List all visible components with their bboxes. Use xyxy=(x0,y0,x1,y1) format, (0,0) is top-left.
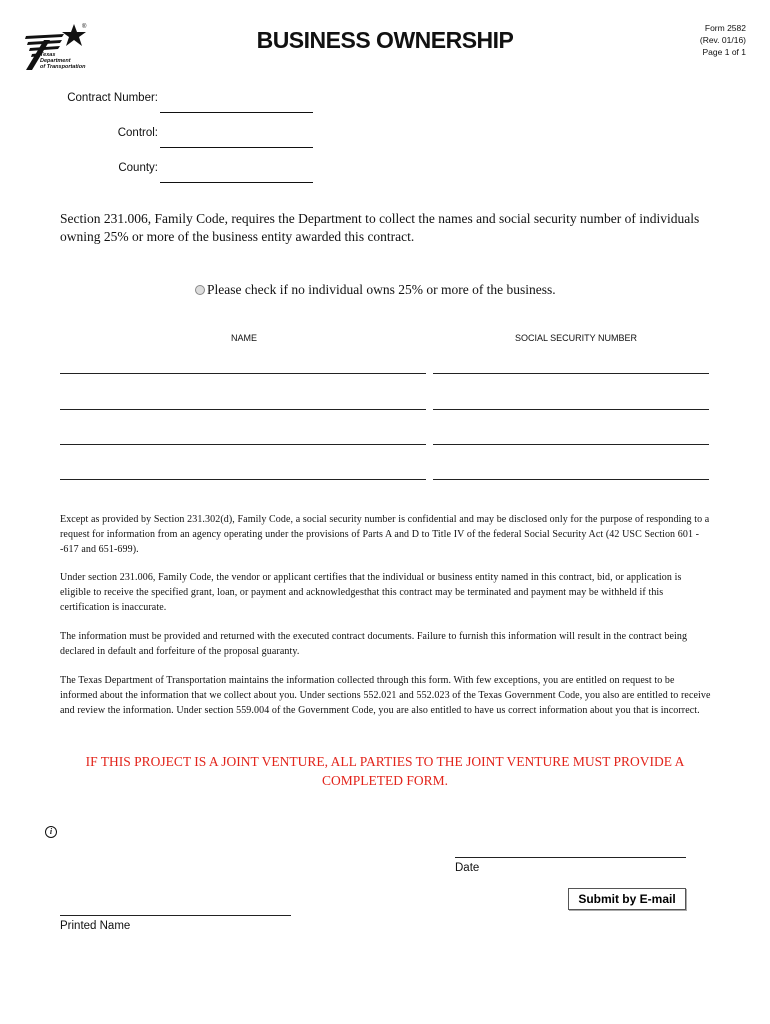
page-indicator: Page 1 of 1 xyxy=(702,47,746,57)
date-label: Date xyxy=(455,862,480,874)
ssn-field-3[interactable] xyxy=(433,444,709,445)
ssn-field-1[interactable] xyxy=(433,373,709,374)
control-field[interactable] xyxy=(160,133,313,148)
name-column-header: NAME xyxy=(231,333,258,343)
printed-name-field[interactable] xyxy=(60,915,291,916)
paragraph-confidentiality: Except as provided by Section 231.302(d), Family Code, a social security number is confidential and may be disclosed only for the purpose of responding to a request for information from an agency operating under the provisions of Parts A and D to Title IV of the federal Social Security Act (42 USC Section 601 --617 and 651-699). xyxy=(60,514,710,555)
submit-email-button[interactable]: Submit by E-mail xyxy=(568,888,686,910)
no-owner-radio[interactable] xyxy=(195,285,205,295)
form-info xyxy=(700,22,746,58)
control-label: Control: xyxy=(117,127,158,139)
date-field[interactable] xyxy=(455,857,686,858)
printed-name-label: Printed Name xyxy=(60,920,131,932)
ssn-field-2[interactable] xyxy=(433,409,709,410)
info-icon[interactable]: i xyxy=(45,826,57,838)
paragraph-privacy: The Texas Department of Transportation maintains the information collected through this form. With few exceptions, you are entitled on request to be informed about the information that we collect about you. Under sections 552.021 and 552.023 of the Texas Government Code, you also are entitled to receive and review the information. Under section 559.004 of the Government Code, you are also entitled to have us correct information about you that is incorrect. xyxy=(60,675,711,716)
no-owner-label: Please check if no individual owns 25% or more of the business. xyxy=(207,282,556,297)
paragraph-requirement: The information must be provided and returned with the executed contract documents. Failure to furnish this information will result in the contract being declared in default and forfeiture of the proposal guaranty. xyxy=(60,631,688,657)
name-field-3[interactable] xyxy=(60,444,426,445)
ssn-field-4[interactable] xyxy=(433,479,709,480)
contract-number-label: Contract Number: xyxy=(67,92,158,104)
joint-venture-notice: IF THIS PROJECT IS A JOINT VENTURE, ALL PARTIES TO THE JOINT VENTURE MUST PROVIDE A COMPLETED FORM. xyxy=(85,754,685,788)
name-field-2[interactable] xyxy=(60,409,426,410)
form-revision: (Rev. 01/16) xyxy=(699,35,746,45)
county-field[interactable] xyxy=(160,168,313,183)
registered-mark: ® xyxy=(82,24,87,30)
intro-text: Section 231.006, Family Code, requires the Department to collect the names and social security number of individuals owning 25% or more of the business entity awarded this contract. xyxy=(60,211,700,244)
no-owner-check-row[interactable] xyxy=(195,282,556,298)
name-field-1[interactable] xyxy=(60,373,426,374)
logo-text: Texas Department of Transportation xyxy=(40,52,86,70)
county-label: County: xyxy=(118,162,158,174)
ssn-column-header: SOCIAL SECURITY NUMBER xyxy=(515,333,638,343)
paragraph-certification: Under section 231.006, Family Code, the vendor or applicant certifies that the individual or business entity named in this contract, bid, or application is eligible to receive the specified grant, loan, or payment and acknowledgesthat this contract may be terminated and payment may be withheld if this certification is inaccurate. xyxy=(60,572,682,613)
name-field-4[interactable] xyxy=(60,479,426,480)
page-title: BUSINESS OWNERSHIP xyxy=(256,27,514,53)
form-number: Form 2582 xyxy=(704,23,746,33)
contract-number-field[interactable] xyxy=(160,98,313,113)
